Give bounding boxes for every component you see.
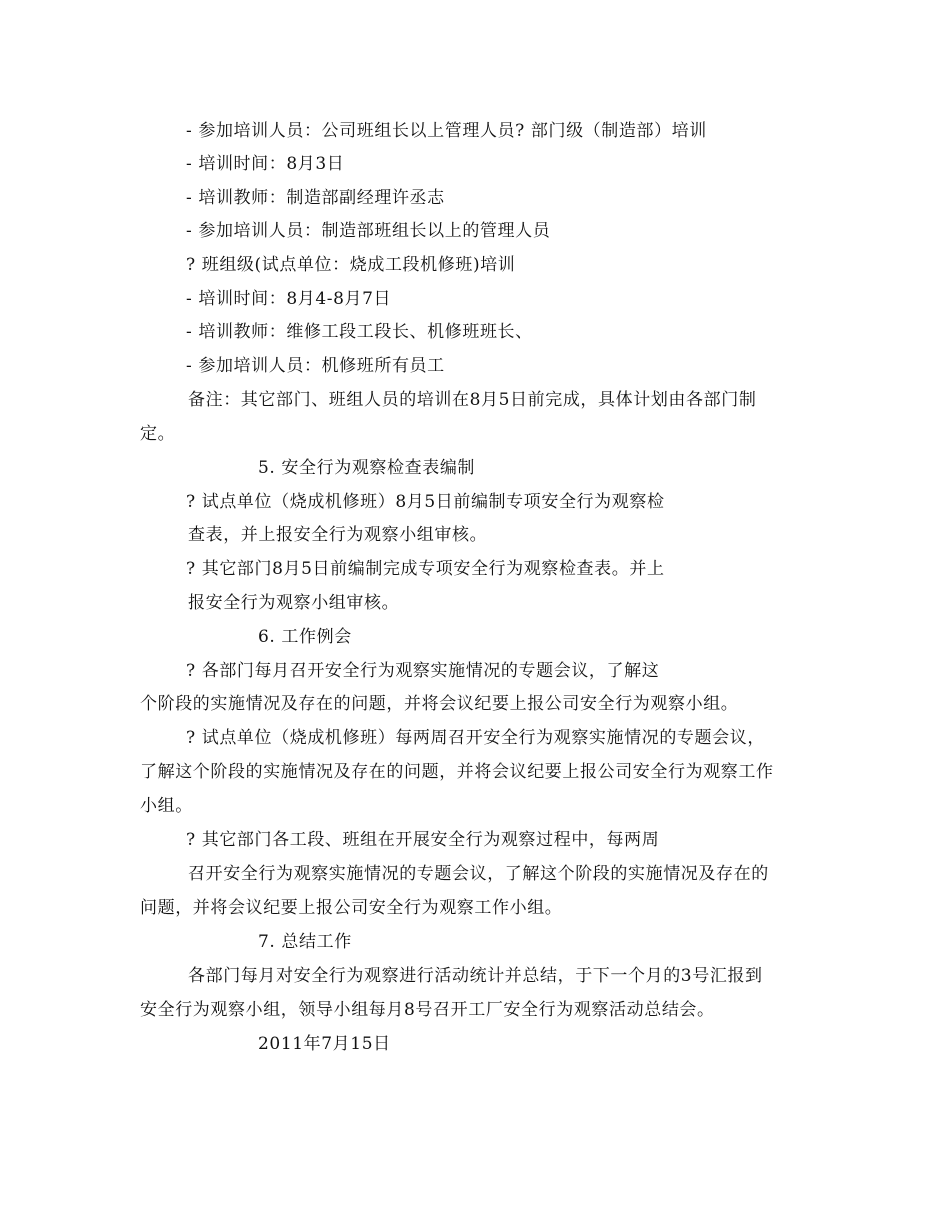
other-dept-meeting-end-line: 问题，并将会议纪要上报公司安全行为观察工作小组。 xyxy=(140,898,563,918)
summary-paragraph-line: 各部门每月对安全行为观察进行活动统计并总结，于下一个月的3号汇报到 xyxy=(188,966,763,986)
other-dept-meeting-line: ? 其它部门各工段、班组在开展安全行为观察过程中，每两周 xyxy=(186,830,660,850)
section-heading-5: 5. 安全行为观察检查表编制 xyxy=(258,458,476,478)
team-training-time-line: - 培训时间：8月4-8月7日 xyxy=(186,289,392,309)
other-dept-checklist-line: ? 其它部门8月5日前编制完成专项安全行为观察检查表。并上 xyxy=(186,559,665,579)
note-paragraph-end-line: 定。 xyxy=(140,424,176,444)
team-training-teacher-line: - 培训教师：维修工段工段长、机修班班长、 xyxy=(186,322,533,342)
note-paragraph-line: 备注：其它部门、班组人员的培训在8月5日前完成，具体计划由各部门制 xyxy=(188,390,757,410)
pilot-meeting-line: ? 试点单位（烧成机修班）每两周召开安全行为观察实施情况的专题会议， xyxy=(186,728,765,748)
monthly-meeting-cont-line: 个阶段的实施情况及存在的问题，并将会议纪要上报公司安全行为观察小组。 xyxy=(140,694,739,714)
monthly-meeting-line: ? 各部门每月召开安全行为观察实施情况的专题会议，了解这 xyxy=(186,661,660,681)
document-date: 2011年7月15日 xyxy=(258,1034,391,1054)
summary-paragraph-cont-line: 安全行为观察小组，领导小组每月8号召开工厂安全行为观察活动总结会。 xyxy=(140,1000,715,1020)
other-dept-meeting-cont-line: 召开安全行为观察实施情况的专题会议，了解这个阶段的实施情况及存在的 xyxy=(188,864,769,884)
team-level-training-line: ? 班组级(试点单位：烧成工段机修班)培训 xyxy=(186,255,516,275)
section-heading-6: 6. 工作例会 xyxy=(258,627,352,647)
training-participants-dept-line: - 参加培训人员：制造部班组长以上的管理人员 xyxy=(186,221,551,241)
pilot-checklist-cont-line: 查表，并上报安全行为观察小组审核。 xyxy=(188,525,488,545)
pilot-meeting-cont-line: 了解这个阶段的实施情况及存在的问题，并将会议纪要上报公司安全行为观察工作 xyxy=(140,762,774,782)
training-time-line: - 培训时间：8月3日 xyxy=(186,154,345,174)
training-participants-company-line: - 参加培训人员：公司班组长以上管理人员? 部门级（制造部）培训 xyxy=(186,121,707,141)
other-dept-checklist-cont-line: 报安全行为观察小组审核。 xyxy=(188,593,400,613)
training-teacher-line: - 培训教师：制造部副经理许丞志 xyxy=(186,188,445,208)
pilot-meeting-end-line: 小组。 xyxy=(140,796,193,816)
section-heading-7: 7. 总结工作 xyxy=(258,932,352,952)
team-training-participants-line: - 参加培训人员：机修班所有员工 xyxy=(186,356,445,376)
pilot-checklist-line: ? 试点单位（烧成机修班）8月5日前编制专项安全行为观察检 xyxy=(186,492,665,512)
